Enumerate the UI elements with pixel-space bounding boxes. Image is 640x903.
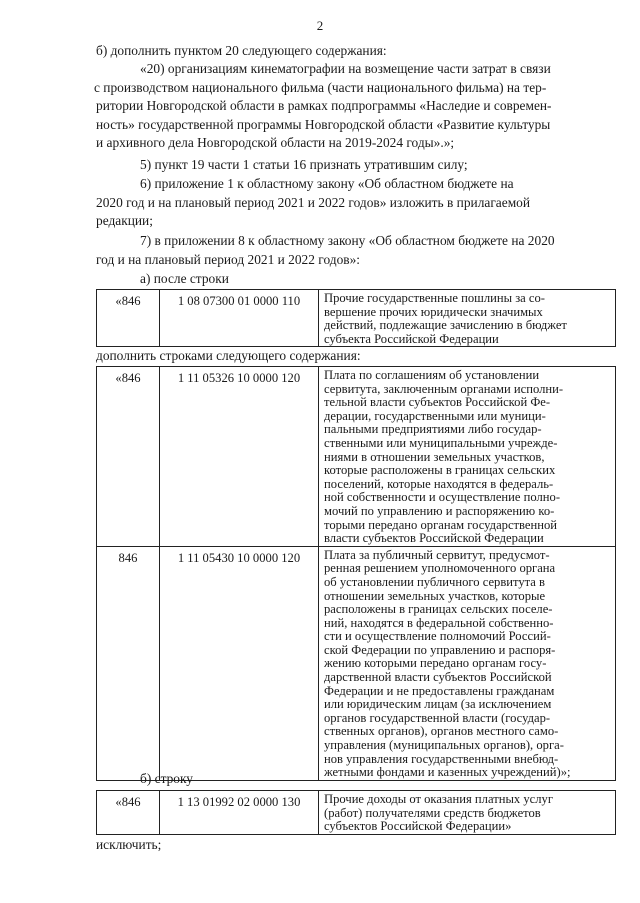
- item-6: [96, 175, 616, 231]
- paragraph-line: и архивного дела Новгородской области на 2019-2024 годы».»;: [96, 135, 455, 151]
- paragraph-line: с производством национального фильма (части национального фильма) на тер-: [94, 79, 547, 95]
- description-line: ренная решением уполномоченного органа: [324, 561, 556, 576]
- code-cell: «846: [97, 290, 160, 347]
- kbk-cell: 1 11 05430 10 0000 120: [160, 546, 319, 780]
- kbk-cell: 1 11 05326 10 0000 120: [160, 367, 319, 547]
- table-added-rows: [96, 366, 616, 781]
- code-cell: «846: [97, 791, 160, 835]
- table-row: [97, 791, 616, 835]
- description-line: об установлении публичного сервитута в: [324, 574, 545, 589]
- description-line: жетными фондами и казенных учреждений)»;: [324, 765, 571, 780]
- description-line: Прочие государственные пошлины за со-: [324, 291, 545, 305]
- code-cell: 846: [97, 546, 160, 780]
- description-cell: [319, 290, 616, 347]
- description-line: мочий по управлению и распоряжению ко-: [324, 503, 555, 518]
- description-line: или юридическим лицам (за исключением: [324, 697, 552, 712]
- item-a-after: а) после строки: [140, 271, 229, 286]
- description-line: дерации, государственными или муници-: [324, 408, 546, 423]
- item-b-row: б) строку: [140, 771, 193, 786]
- description-line: пальными предприятиями либо государ-: [324, 422, 542, 437]
- paragraph-20: [96, 60, 616, 153]
- description-line: ниями в отношении земельных участков,: [324, 449, 545, 464]
- table-row: [97, 546, 616, 780]
- description-line: которые расположены в границах сельских: [324, 463, 556, 478]
- item-b-intro: б) дополнить пунктом 20 следующего содержания:: [96, 43, 387, 58]
- item-7: [96, 232, 616, 269]
- description-line: отношении земельных участков, которые: [324, 588, 546, 603]
- description-line: ской Федерации по управлению и распоря-: [324, 642, 556, 657]
- description-line: ственными или муниципальными учрежде-: [324, 435, 558, 450]
- description-line: (работ) получателями средств бюджетов: [324, 805, 541, 820]
- description-line: органов государственной власти (государ-: [324, 710, 551, 725]
- table-excluded-row: [96, 790, 616, 835]
- paragraph-line: 7) в приложении 8 к областному закону «Об областном бюджете на 2020: [140, 233, 555, 248]
- description-line: торыми передано органам государственной: [324, 517, 558, 532]
- description-line: сервитута, заключенным органами исполни-: [324, 381, 564, 396]
- description-line: дарственной власти субъектов Российской: [324, 670, 552, 685]
- description-line: тельной власти субъектов Российской Фе-: [324, 395, 551, 410]
- paragraph-line: редакции;: [96, 213, 153, 229]
- description-line: Федерации и не предоставлены гражданам: [324, 683, 555, 698]
- paragraph-line: ность» государственной программы Новгородской области «Развитие культуры: [96, 116, 551, 132]
- description-line: ний, находятся в федеральной собственно-: [324, 615, 554, 630]
- description-line: Прочие доходы от оказания платных услуг: [324, 792, 553, 806]
- description-line: субъектов Российской Федерации»: [324, 819, 512, 834]
- item-5: 5) пункт 19 части 1 статьи 16 признать утратившим силу;: [140, 157, 468, 172]
- code-cell: «846: [97, 367, 160, 547]
- exclude-label: исключить;: [96, 837, 162, 852]
- description-line: ственных органов), органов местного само-: [324, 724, 559, 739]
- paragraph-line: «20) организациям кинематографии на возмещение части затрат в связи: [140, 61, 551, 76]
- description-line: действий, подлежащие зачислению в бюджет: [324, 318, 567, 333]
- description-line: управления (муниципальных органов), орга-: [324, 738, 564, 753]
- table-row: [97, 290, 616, 347]
- description-line: сти и осуществление полномочий Россий-: [324, 629, 551, 644]
- table-row: [97, 367, 616, 547]
- description-line: поселений, которые находятся в федераль-: [324, 476, 554, 491]
- description-line: субъекта Российской Федерации: [324, 331, 499, 346]
- description-cell: [319, 791, 616, 835]
- description-cell: [319, 546, 616, 780]
- paragraph-line: 2020 год и на плановый период 2021 и 2022 годов» изложить в прилагаемой: [96, 194, 531, 210]
- description-line: расположены в границах сельских поселе-: [324, 602, 553, 617]
- table-after-row: [96, 289, 616, 347]
- description-cell: [319, 367, 616, 547]
- paragraph-line: 6) приложение 1 к областному закону «Об областном бюджете на: [140, 176, 514, 191]
- description-line: ной собственности и осуществление полно-: [324, 490, 561, 505]
- description-line: нов управления государственными внебюд-: [324, 751, 559, 766]
- kbk-cell: 1 08 07300 01 0000 110: [160, 290, 319, 347]
- page-number: 2: [316, 18, 324, 33]
- add-rows-label: дополнить строками следующего содержания:: [96, 348, 361, 363]
- description-line: жению которыми передано органам госу-: [324, 656, 547, 671]
- description-line: Плата за публичный сервитут, предусмот-: [324, 547, 550, 562]
- description-line: Плата по соглашениям об установлении: [324, 368, 540, 382]
- description-line: власти субъектов Российской Федерации: [324, 531, 544, 546]
- paragraph-line: год и на плановый период 2021 и 2022 годов»:: [96, 251, 361, 267]
- paragraph-line: ритории Новгородской области в рамках подпрограммы «Наследие и современ-: [96, 98, 552, 114]
- kbk-cell: 1 13 01992 02 0000 130: [160, 791, 319, 835]
- description-line: вершение прочих юридически значимых: [324, 304, 543, 319]
